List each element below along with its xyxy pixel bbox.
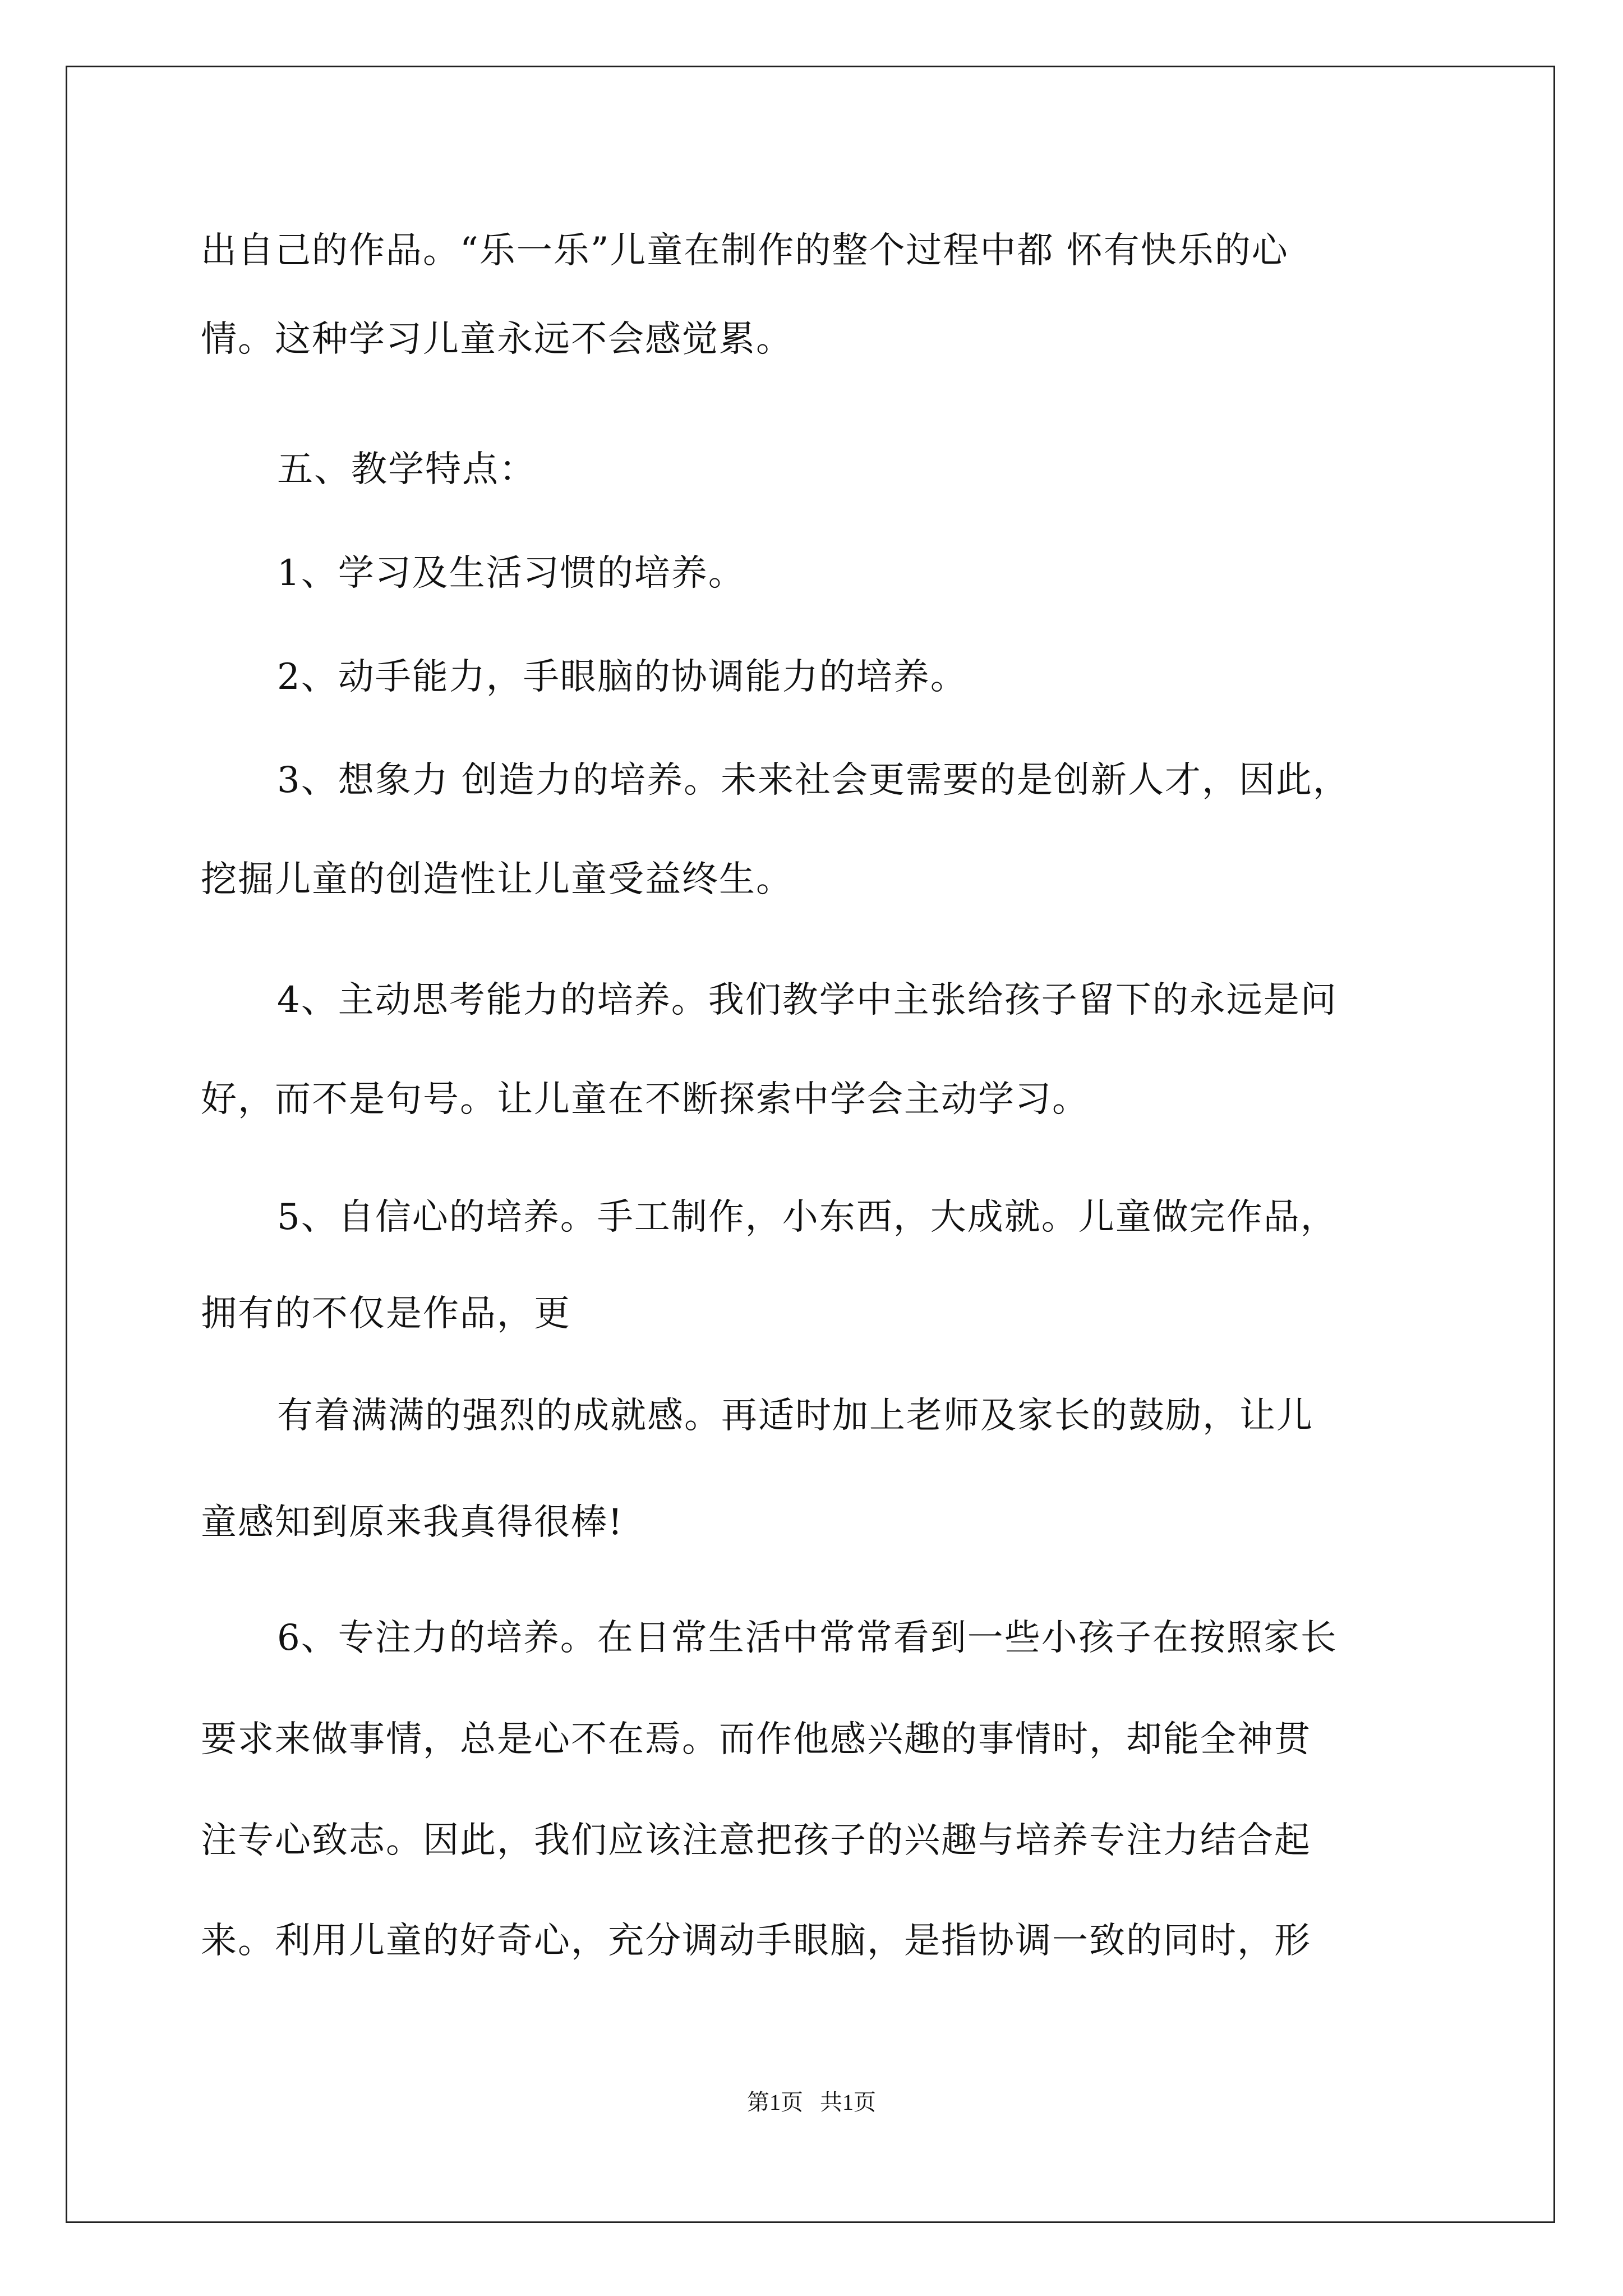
- text-line-item-5-cont: 拥有的不仅是作品，更: [201, 1293, 571, 1335]
- text-line-item-6-cont-3: 来。利用儿童的好奇心，充分调动手眼脑，是指协调一致的同时，形: [201, 1920, 1311, 1962]
- text-line-item-4-cont: 好，而不是句号。让儿童在不断探索中学会主动学习。: [201, 1079, 1089, 1120]
- text-line-2: 情。这种学习儿童永远不会感觉累。: [201, 319, 793, 360]
- section-heading: 五、教学特点：: [277, 449, 536, 490]
- text-line-item-6-cont-1: 要求来做事情，总是心不在焉。而作他感兴趣的事情时，却能全神贯: [201, 1719, 1311, 1760]
- text-line-1: 出自己的作品。“乐一乐”儿童在制作的整个过程中都 怀有快乐的心: [201, 230, 1289, 272]
- text-line-para-cont: 童感知到原来我真得很棒!: [201, 1502, 624, 1543]
- text-line-item-3-cont: 挖掘儿童的创造性让儿童受益终生。: [201, 859, 793, 900]
- page-footer: 第1页 共1页: [747, 2090, 876, 2115]
- text-line-para: 有着满满的强烈的成就感。再适时加上老师及家长的鼓励，让儿: [277, 1395, 1313, 1437]
- text-line-item-4: 4、主动思考能力的培养。我们教学中主张给孩子留下的永远是问: [277, 979, 1338, 1021]
- text-line-item-6: 6、专注力的培养。在日常生活中常常看到一些小孩子在按照家长: [277, 1617, 1338, 1659]
- text-line-item-5: 5、自信心的培养。手工制作，小东西，大成就。儿童做完作品，: [277, 1197, 1338, 1238]
- text-line-item-2: 2、动手能力，手眼脑的协调能力的培养。: [277, 656, 967, 698]
- page-border: [66, 66, 1555, 2223]
- text-line-item-1: 1、学习及生活习惯的培养。: [277, 553, 745, 594]
- text-line-item-6-cont-2: 注专心致志。因此，我们应该注意把孩子的兴趣与培养专注力结合起: [201, 1820, 1311, 1861]
- text-line-item-3: 3、想象力 创造力的培养。未来社会更需要的是创新人才，因此，: [277, 760, 1350, 801]
